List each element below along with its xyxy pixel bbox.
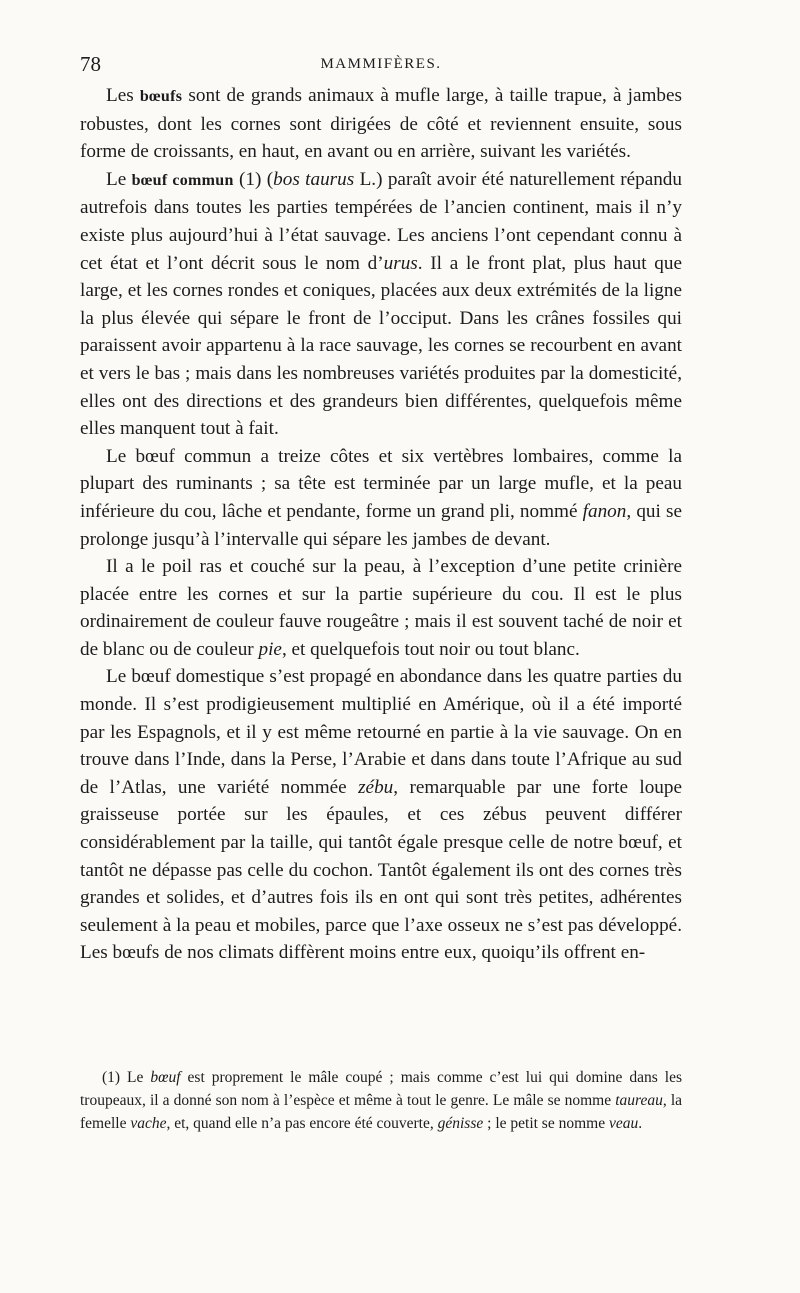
text: .	[638, 1115, 643, 1132]
page	[80, 52, 682, 967]
text: L.)	[354, 168, 383, 190]
text: , et quelquefois tout noir ou tout blanc.	[281, 638, 580, 660]
text: Le bœuf domestique s’est propagé en abondance dans les quatre parties du monde. Il s’est prodigieusement multiplié en Amérique, où il a été importé par les Espagnols, et il y est même retourné en partie à la vie sauvage. On en trouve dans l’Inde, dans la Perse, l’Arabie et dans dans toute l’Afrique au sud de l’Atlas, une variété nommée	[80, 666, 682, 798]
paragraph-boeufs	[80, 82, 682, 166]
paragraph-anatomy	[80, 443, 682, 553]
text: Le	[106, 168, 132, 190]
text: Il a le poil ras et couché sur la peau, à l’exception d’une petite crinière placée entre les cornes et sur la partie supérieure du cou. Il est le plus ordinairement de couleur fauve rougeâtre ; mais il est souvent taché de noir et de blanc ou de couleur	[80, 556, 682, 660]
term-boeufs: bœufs	[139, 88, 183, 105]
text: , remarquable par une forte loupe graisseuse portée sur les épaules, et ces zébus peuvent différer considérablement par la taille, qui tantôt égale presque celle de notre bœuf, et tantôt ne dépasse pas celle du cochon. Tantôt également ils ont des cornes très grandes et solides, et d’autres fois ils en ont qui sont très petites, adhérentes seulement à la peau et mobiles, parce que l’axe osseux ne s’est pas développé. Les bœufs de nos climats diffèrent moins entre eux, quoiqu’ils offrent en-	[80, 776, 682, 964]
paragraph-boeuf-commun	[80, 166, 682, 443]
term: taureau	[615, 1092, 663, 1109]
paragraph-domestic	[80, 663, 682, 967]
text: sont de grands animaux à mufle large, à taille trapue, à jambes robustes, dont les cornes sont dirigées de côté et reviennent ensuite, sous forme de croissants, en haut, en avant ou en arrière, suivant les variétés.	[80, 85, 682, 163]
term: génisse	[437, 1115, 484, 1132]
text: , et, quand elle n’a pas encore été couverte,	[166, 1115, 438, 1132]
body-text	[80, 82, 682, 967]
text: Le bœuf commun a treize côtes et six vertèbres lombaires, comme la plupart des ruminants ; sa tête est terminée par un large mufle, et la peau inférieure du cou, lâche et pendante, forme un grand pli, nommé	[80, 445, 682, 522]
term-pie: pie	[258, 638, 282, 660]
text: Les	[106, 85, 140, 106]
footnote-1	[80, 1066, 682, 1135]
text: ; le petit se nomme	[483, 1115, 609, 1132]
term-zebu: zébu	[358, 776, 394, 798]
footnote-ref: (1) (	[233, 168, 274, 190]
page-header	[80, 52, 682, 80]
paragraph-coat	[80, 553, 682, 663]
term-boeuf-commun: bœuf commun	[131, 171, 234, 189]
footnotes	[80, 1066, 682, 1135]
text: , qui se prolonge jusqu’à l’intervalle qui sépare les jambes de devant.	[80, 500, 682, 550]
text: . Il a le front plat, plus haut que large, et les cornes rondes et coniques, placées aux deux extrémités de la ligne la plus élevée qui sépare le front de l’occiput. Dans les crânes fossiles qui paraissent avoir appartenu à la race sauvage, les cornes se recourbent en avant et vers le bas ; mais dans les nombreuses variétés produites par la domesticité, elles ont des directions et des grandeurs bien différentes, quelquefois même elles manquent tout à fait.	[80, 252, 682, 440]
term-fanon: fanon	[582, 500, 627, 522]
page-number: 78	[80, 52, 101, 76]
text: , la femelle	[80, 1092, 683, 1132]
term: vache	[130, 1115, 167, 1132]
footnote-marker: (1) Le	[102, 1069, 151, 1086]
latin-name: bos taurus	[273, 168, 355, 190]
running-title: MAMMIFÈRES.	[320, 56, 442, 72]
term: veau	[608, 1115, 639, 1132]
term: bœuf	[150, 1069, 181, 1086]
text: paraît avoir été naturellement répandu autrefois dans toutes les parties tempérées de l’ancien continent, mais il n’y existe plus aujourd’hui à l’état sauvage. Les anciens l’ont cependant connu à cet état et l’ont décrit sous le nom d’	[80, 168, 682, 274]
term-urus: urus	[383, 252, 418, 274]
text: est proprement le mâle coupé ; mais comme c’est lui qui domine dans les troupeaux, il a donné son nom à l’espèce et même à tout le genre. Le mâle se nomme	[80, 1069, 683, 1109]
